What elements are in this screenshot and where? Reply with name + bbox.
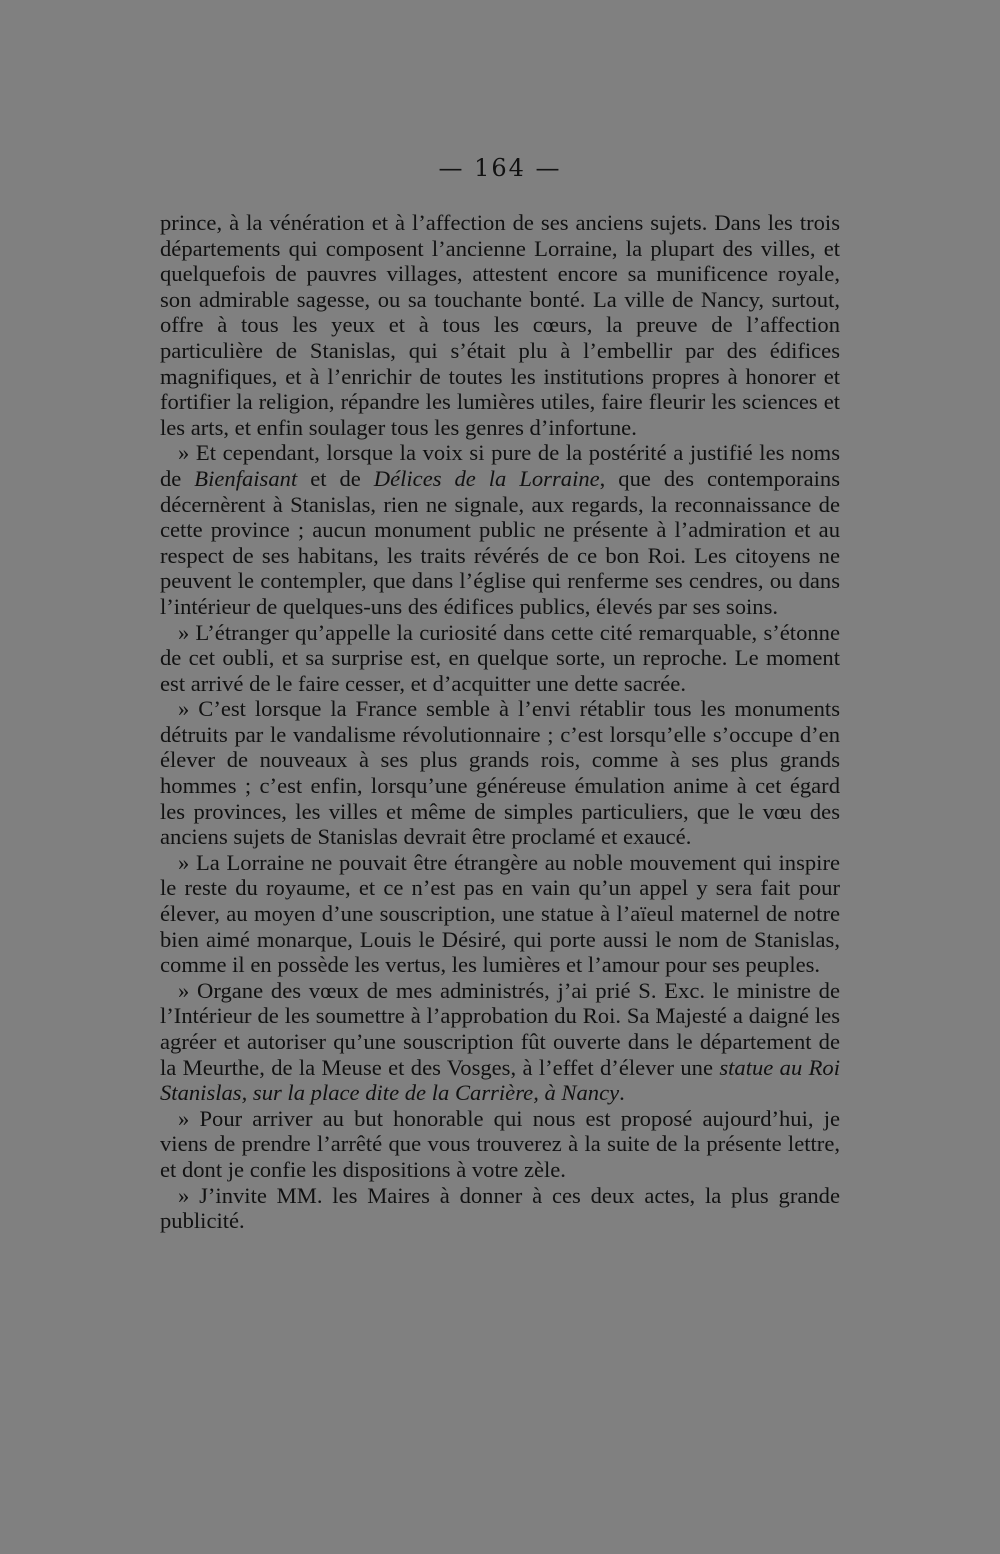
paragraph-4-text: » C’est lorsque la France semble à l’envi rétablir tous les monuments détruits par le vandalisme révolutionnaire ; c’est lorsqu’elle s’occupe d’en élever de nouveaux à ses plus grands rois, comme à ses plus grands hommes ; c’est enfin, lorsqu’une généreuse émulation anime à cet égard les provinces, les villes et même de simples particuliers, que le vœu des anciens sujets de Stanislas devrait être proclamé et exaucé. xyxy=(160,696,840,850)
paragraph-5-text: » La Lorraine ne pouvait être étrangère au noble mouvement qui inspire le reste du royaume, et ce n’est pas en vain qu’un appel y sera fait pour élever, au moyen d’une souscription, une statue à l’aïeul maternel de notre bien aimé monarque, Louis le Désiré, qui porte aussi le nom de Stanislas, comme il en possède les vertus, les lumières et l’amour pour ses peuples. xyxy=(160,849,840,978)
paragraph-2-italic-bienfaisant: Bienfaisant xyxy=(194,465,298,491)
paragraph-3 xyxy=(160,620,840,697)
paragraph-8 xyxy=(160,1183,840,1234)
page-number: — 164 — xyxy=(438,154,562,182)
paragraph-6-text-b: . xyxy=(619,1080,625,1106)
paragraph-2-text-a: » Et cependant, lorsque la voix si pure de la postérité a justifié les noms de xyxy=(160,440,840,491)
paragraph-6-text-a: » Organe des vœux de mes administrés, j’ai prié S. Exc. le ministre de l’Intérieur de les soumettre à l’approbation du Roi. Sa Majesté a daigné les agréer et autoriser qu’une souscription fût ouverte dans le département de la Meurthe, de la Meuse et des Vosges, à l’effet d’élever une xyxy=(160,977,840,1080)
paragraph-2-italic-delices: Délices de la Lorraine xyxy=(373,465,600,491)
paragraph-7 xyxy=(160,1106,840,1183)
paragraph-5 xyxy=(160,850,840,978)
paragraph-6-italic-statue: statue au Roi Stanislas, sur la place dite de la Carrière, à Nancy xyxy=(160,1054,840,1106)
paragraph-2 xyxy=(160,440,840,619)
paragraph-8-text: » J’invite MM. les Maires à donner à ces deux actes, la plus grande publicité. xyxy=(160,1182,840,1234)
paragraph-2-text-c: , que des contemporains décernèrent à Stanislas, rien ne signale, aux regards, la reconnaissance de cette province ; aucun monument public ne présente à l’admiration et au respect de ses habitans, les traits révérés de ce bon Roi. Les citoyens ne peuvent le contempler, que dans l’église qui renferme ses cendres, ou dans l’intérieur de quelques-uns des édifices publics, élevés par ses soins. xyxy=(160,465,840,619)
paragraph-1-text: prince, à la vénération et à l’affection de ses anciens sujets. Dans les trois départements qui composent l’ancienne Lorraine, la plupart des villes, et quelquefois de pauvres villages, attestent encore sa munificence royale, son admirable sagesse, ou sa touchante bonté. La ville de Nancy, surtout, offre à tous les yeux et à tous les cœurs, la preuve de l’affection particulière de Stanislas, qui s’était plu à l’embellir par des édifices magnifiques, et à l’enrichir de toutes les institutions propres à honorer et fortifier la religion, répandre les lumières utiles, faire fleurir les sciences et les arts, et enfin soulager tous les genres d’infortune. xyxy=(160,210,840,440)
body-text xyxy=(160,210,840,1234)
paragraph-4 xyxy=(160,696,840,850)
paragraph-3-text: » L’étranger qu’appelle la curiosité dans cette cité remarquable, s’étonne de cet oubli, et sa surprise est, en quelque sorte, un reproche. Le moment est arrivé de le faire cesser, et d’acquitter une dette sacrée. xyxy=(160,619,840,696)
paragraph-2-text-b: et de xyxy=(297,465,374,491)
paragraph-6 xyxy=(160,978,840,1106)
paragraph-1 xyxy=(160,210,840,440)
paragraph-7-text: » Pour arriver au but honorable qui nous est proposé aujourd’hui, je viens de prendre l’arrêté que vous trouverez à la suite de la présente lettre, et dont je confie les dispositions à votre zèle. xyxy=(160,1105,840,1182)
